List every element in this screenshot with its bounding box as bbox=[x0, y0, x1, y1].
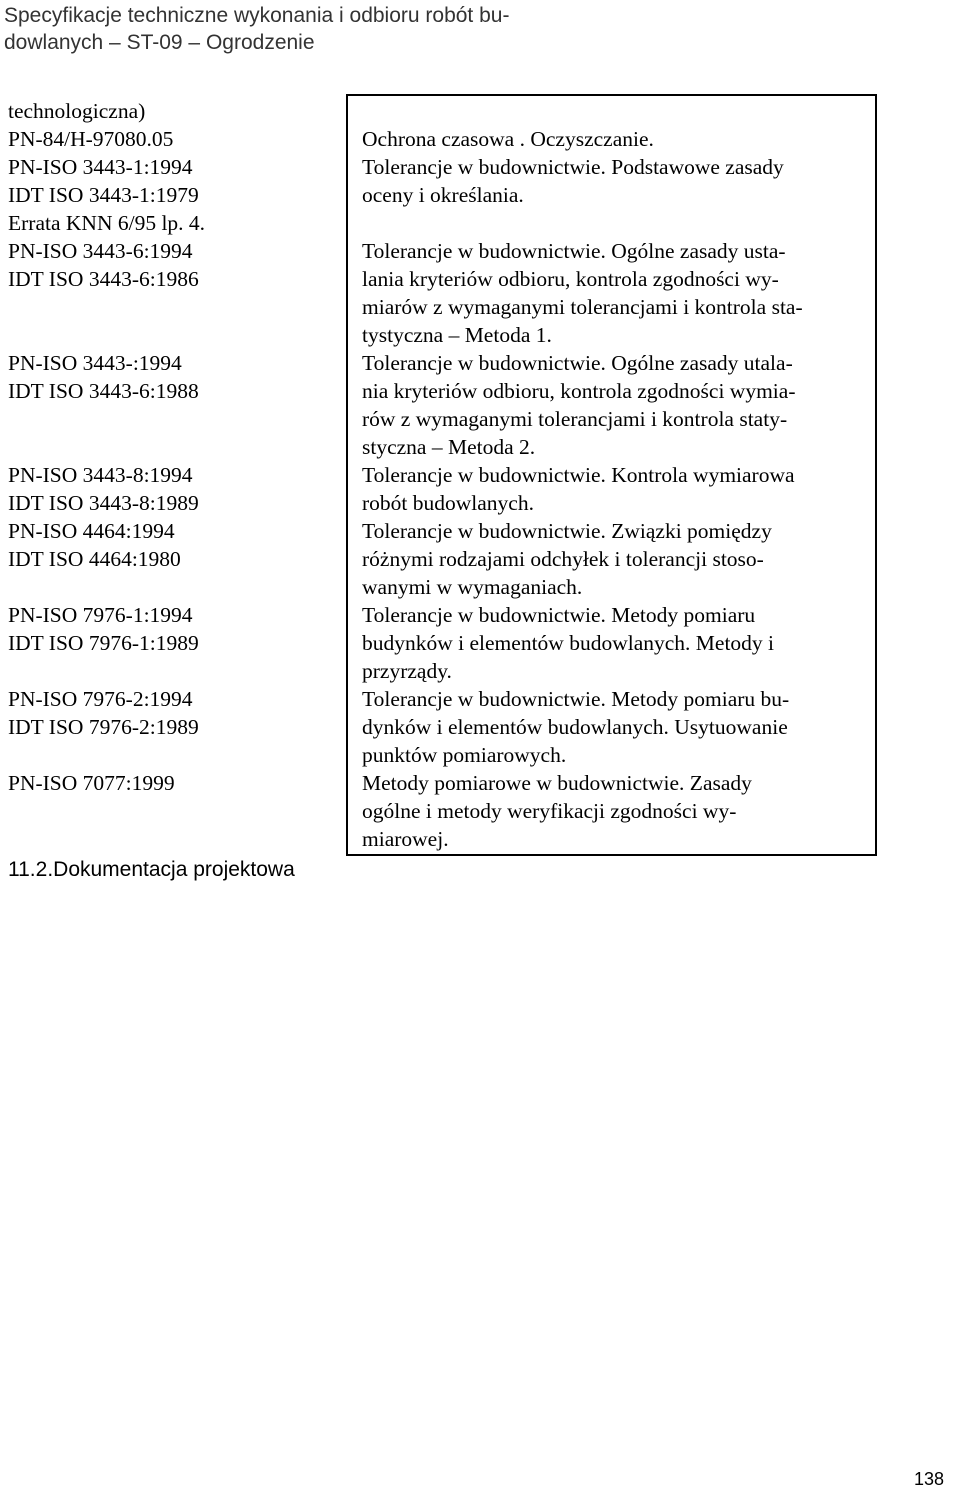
standard-description-line: styczna – Metoda 2. bbox=[362, 435, 536, 459]
table-left-border bbox=[346, 94, 348, 856]
standard-description-line: Tolerancje w budownictwie. Ogólne zasady utala- bbox=[362, 351, 793, 375]
table-bottom-border bbox=[346, 854, 877, 856]
standard-code-line: IDT ISO 4464:1980 bbox=[8, 547, 181, 571]
page-number: 138 bbox=[913, 1469, 944, 1489]
standard-code-line: IDT ISO 3443-8:1989 bbox=[8, 491, 199, 515]
standard-description-cell bbox=[362, 461, 862, 517]
standard-description-cell bbox=[362, 769, 862, 853]
standard-code-line: PN-ISO 3443-:1994 bbox=[8, 351, 182, 375]
standard-description-line: dynków i elementów budowlanych. Usytuowanie bbox=[362, 715, 788, 739]
standard-description-cell bbox=[362, 125, 862, 153]
standard-code-line: IDT ISO 3443-1:1979 bbox=[8, 183, 199, 207]
standard-description-line: wanymi w wymaganiach. bbox=[362, 575, 583, 599]
standard-description-line: Tolerancje w budownictwie. Metody pomiaru bbox=[362, 603, 756, 627]
standard-description-line: lania kryteriów odbioru, kontrola zgodności wy- bbox=[362, 267, 779, 291]
standard-description-cell bbox=[362, 685, 862, 769]
standard-description-line: nia kryteriów odbioru, kontrola zgodności wymia- bbox=[362, 379, 796, 403]
standard-code-cell bbox=[8, 125, 338, 153]
standard-description-line: miarowej. bbox=[362, 827, 449, 851]
standard-description-line: budynków i elementów budowlanych. Metody i bbox=[362, 631, 775, 655]
standard-description-line: tystyczna – Metoda 1. bbox=[362, 323, 552, 347]
standard-code-cell bbox=[8, 153, 338, 237]
standard-code-line: IDT ISO 3443-6:1988 bbox=[8, 379, 199, 403]
standard-description-line: ogólne i metody weryfikacji zgodności wy- bbox=[362, 799, 737, 823]
standard-description-line: rów z wymaganymi tolerancjami i kontrola staty- bbox=[362, 407, 788, 431]
table-right-border bbox=[875, 94, 877, 856]
standard-description-line: miarów z wymaganymi tolerancjami i kontrola sta- bbox=[362, 295, 803, 319]
standard-description-line: Tolerancje w budownictwie. Metody pomiaru bu- bbox=[362, 687, 790, 711]
standard-description-line: przyrządy. bbox=[362, 659, 452, 683]
standard-code-line: IDT ISO 3443-6:1986 bbox=[8, 267, 199, 291]
header-line-2: dowlanych – ST-09 – Ogrodzenie bbox=[4, 31, 315, 54]
standard-code-line: PN-ISO 3443-8:1994 bbox=[8, 463, 193, 487]
standard-description-cell bbox=[362, 153, 862, 209]
standard-code-cell bbox=[8, 517, 338, 573]
standard-code-cell bbox=[8, 685, 338, 741]
section-heading: 11.2.Dokumentacja projektowa bbox=[8, 858, 295, 881]
standard-code-line: Errata KNN 6/95 lp. 4. bbox=[8, 211, 206, 235]
standard-description-line: różnymi rodzajami odchyłek i tolerancji stoso- bbox=[362, 547, 764, 571]
standard-description-line: Tolerancje w budownictwie. Ogólne zasady usta- bbox=[362, 239, 786, 263]
standard-description-line: Tolerancje w budownictwie. Związki pomiędzy bbox=[362, 519, 772, 543]
standard-code-line: PN-ISO 3443-6:1994 bbox=[8, 239, 193, 263]
standard-code-cell bbox=[8, 601, 338, 657]
standard-code-line: PN-ISO 7976-2:1994 bbox=[8, 687, 193, 711]
standard-description-line: robót budowlanych. bbox=[362, 491, 534, 515]
standard-code-line: PN-ISO 7976-1:1994 bbox=[8, 603, 193, 627]
standard-code-cell bbox=[8, 461, 338, 517]
standard-code-cell bbox=[8, 237, 338, 293]
standard-code-line: IDT ISO 7976-1:1989 bbox=[8, 631, 199, 655]
standard-code-cell bbox=[8, 97, 338, 125]
standard-description-line: Tolerancje w budownictwie. Kontrola wymiarowa bbox=[362, 463, 795, 487]
standard-code-line: PN-84/H-97080.05 bbox=[8, 127, 174, 151]
standard-code-line: PN-ISO 4464:1994 bbox=[8, 519, 175, 543]
standard-description-line: Tolerancje w budownictwie. Podstawowe zasady bbox=[362, 155, 784, 179]
document-header bbox=[4, 2, 509, 56]
header-line-1: Specyfikacje techniczne wykonania i odbioru robót bu- bbox=[4, 4, 510, 27]
standard-description-cell bbox=[362, 237, 862, 349]
standard-code-line: PN-ISO 7077:1999 bbox=[8, 771, 175, 795]
standard-code-cell bbox=[8, 769, 338, 797]
standard-code-cell bbox=[8, 349, 338, 405]
table-top-border bbox=[346, 94, 877, 96]
standard-description-line: oceny i określania. bbox=[362, 183, 524, 207]
standard-description-cell bbox=[362, 517, 862, 601]
standard-description-cell bbox=[362, 601, 862, 685]
standard-code-line: IDT ISO 7976-2:1989 bbox=[8, 715, 199, 739]
standard-code-line: technologiczna) bbox=[8, 99, 146, 123]
standard-description-line: Ochrona czasowa . Oczyszczanie. bbox=[362, 127, 654, 151]
standard-description-line: punktów pomiarowych. bbox=[362, 743, 567, 767]
standard-description-line: Metody pomiarowe w budownictwie. Zasady bbox=[362, 771, 752, 795]
standard-description-cell bbox=[362, 349, 862, 461]
standard-code-line: PN-ISO 3443-1:1994 bbox=[8, 155, 193, 179]
